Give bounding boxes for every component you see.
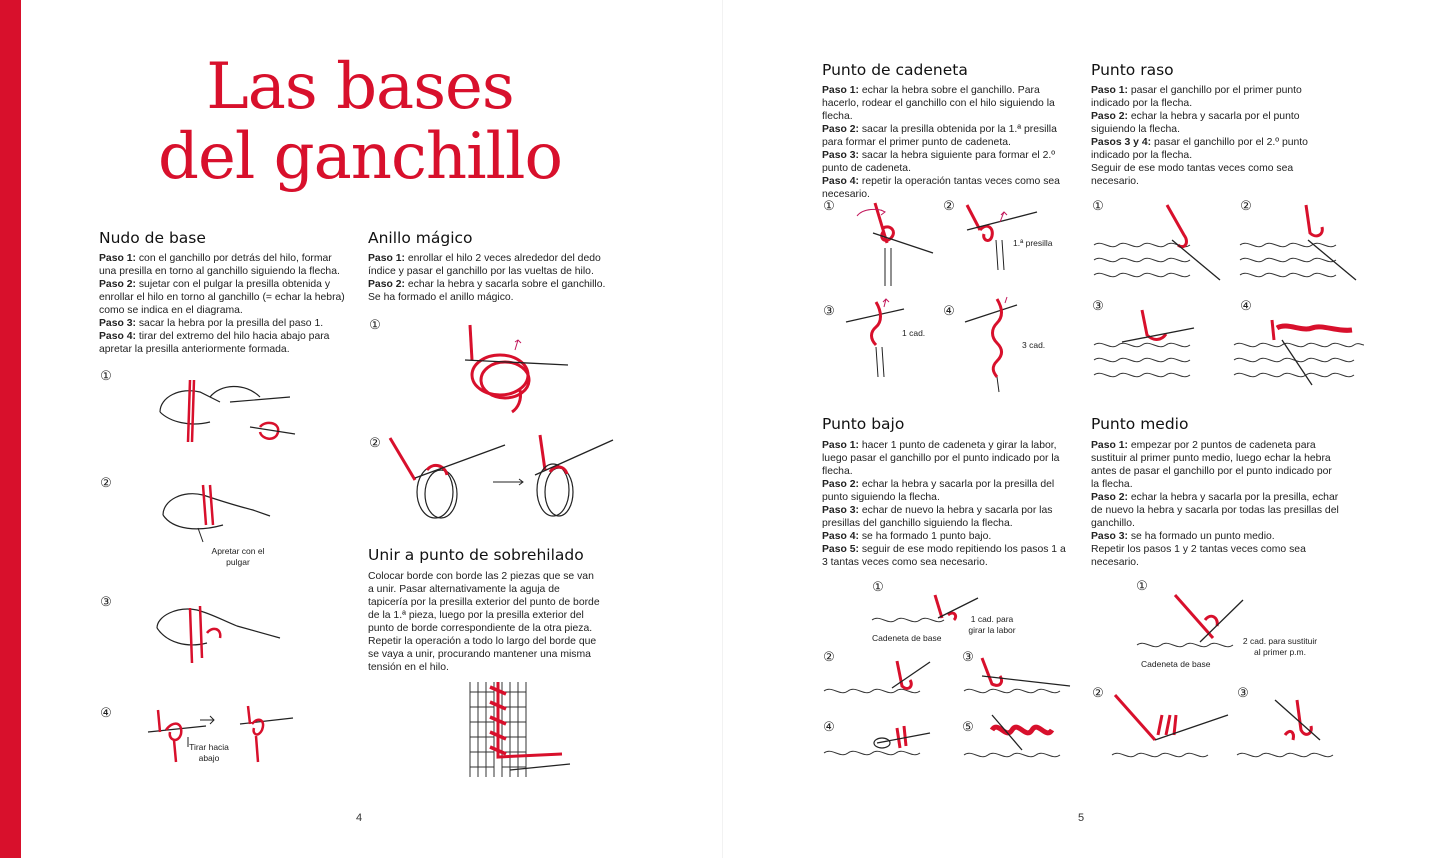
hdc-step2-illustration (1110, 690, 1230, 770)
hdc-step1-illustration (1135, 590, 1245, 660)
step (99, 278, 351, 317)
chain-step1-illustration (845, 198, 935, 286)
caption-squeeze: Apretar con el pulgar (211, 546, 265, 567)
step-marker-4: ④ (823, 719, 835, 734)
step-marker-3: ③ (100, 594, 112, 609)
step (1091, 162, 1311, 188)
section-text (1091, 84, 1311, 188)
caption-one-chain: 1 cad. (902, 328, 926, 338)
title-line-2: del ganchillo (158, 120, 562, 194)
title-line-1: Las bases (206, 50, 514, 124)
step-text: echar la hebra y sacarla por el punto siguiendo la flecha. (1091, 111, 1300, 135)
step-text: enrollar el hilo 2 veces alrededor del dedo índice y pasar el ganchillo por las vueltas de hilo. (368, 253, 601, 277)
section-heading: Punto medio (1091, 415, 1189, 433)
step-marker-1: ① (872, 579, 884, 594)
step-marker-1: ① (1136, 578, 1148, 593)
step-marker-1: ① (823, 198, 835, 213)
step-label: Paso 3: (1091, 531, 1128, 542)
step-marker-2: ② (943, 198, 955, 213)
section-text (822, 84, 1076, 201)
section-text (368, 252, 608, 304)
section-heading: Punto bajo (822, 415, 905, 433)
step-marker-1: ① (100, 368, 112, 383)
step-label: Paso 1: (99, 253, 136, 264)
slip-step3-illustration (1092, 300, 1197, 385)
section-heading: Punto de cadeneta (822, 61, 968, 79)
section-text (99, 252, 351, 356)
step-text: Se ha formado el anillo mágico. (368, 292, 514, 303)
step (99, 317, 351, 330)
step-text: se ha formado un punto medio. (1127, 531, 1275, 542)
step (1091, 543, 1341, 569)
whipstitch-illustration (462, 682, 572, 782)
sc-step2-illustration (822, 656, 932, 701)
step (368, 252, 608, 278)
step-marker-4: ④ (943, 303, 955, 318)
step-label: Paso 1: (822, 85, 859, 96)
hands-step3-illustration (152, 598, 282, 668)
step-marker-3: ③ (1237, 685, 1249, 700)
step (822, 504, 1066, 530)
step (1091, 110, 1311, 136)
step-text: sacar la hebra por la presilla del paso 1. (135, 318, 324, 329)
step-text: echar la hebra y sacarla sobre el ganchillo. (404, 279, 606, 290)
step-text: seguir de ese modo repitiendo los pasos 1 a 3 tantas veces como sea necesario. (822, 544, 1066, 568)
slip-step1-illustration (1092, 205, 1222, 285)
step-label: Paso 1: (368, 253, 405, 264)
step-marker-2: ② (1240, 198, 1252, 213)
chain-step2-illustration (962, 200, 1042, 270)
step-marker-1: ① (369, 317, 381, 332)
step-label: Paso 2: (822, 124, 859, 135)
step-label: Paso 1: (822, 440, 859, 451)
section-heading: Unir a punto de sobrehilado (368, 546, 584, 564)
step-label: Paso 2: (1091, 111, 1128, 122)
step-label: Paso 3: (99, 318, 136, 329)
caption-pull: Tirar hacia abajo (189, 742, 229, 763)
step (99, 252, 351, 278)
step-text: se ha formado 1 punto bajo. (858, 531, 992, 542)
sc-step5-illustration (962, 710, 1072, 765)
step-label: Paso 3: (822, 150, 859, 161)
step (1091, 136, 1311, 162)
red-edge-bar (0, 0, 21, 858)
step (368, 278, 608, 291)
step-marker-1: ① (1092, 198, 1104, 213)
step (822, 530, 1066, 543)
step-label: Paso 4: (822, 176, 859, 187)
step (822, 478, 1066, 504)
step-text: repetir la operación tantas veces como sea necesario. (822, 176, 1060, 200)
step-text: sujetar con el pulgar la presilla obtenida y enrollar el hilo en torno al ganchillo (= echar la hebra) como se indica en el diagrama. (99, 279, 345, 316)
caption-substitute: 2 cad. para sustituir al primer p.m. (1242, 636, 1318, 657)
step-text: pasar el ganchillo por el 2.º punto indicado por la flecha. (1091, 137, 1308, 161)
step (1091, 84, 1311, 110)
page-fold (722, 0, 723, 858)
step-marker-2: ② (823, 649, 835, 664)
step-marker-5: ⑤ (962, 719, 974, 734)
sc-step3-illustration (962, 656, 1072, 701)
step-marker-3: ③ (962, 649, 974, 664)
section-text (368, 570, 600, 674)
step-marker-2: ② (369, 435, 381, 450)
step-text: echar de nuevo la hebra y sacarla por las presillas del ganchillo siguiendo la flecha. (822, 505, 1053, 529)
section-heading: Anillo mágico (368, 229, 473, 247)
page-title (150, 52, 570, 192)
section-heading: Punto raso (1091, 61, 1174, 79)
step-label: Paso 4: (822, 531, 859, 542)
step-text: hacer 1 punto de cadeneta y girar la labor, luego pasar el ganchillo por el punto indicado por la flecha. (822, 440, 1060, 477)
step-text: sacar la presilla obtenida por la 1.ª presilla para formar el primer punto de cadeneta. (822, 124, 1057, 148)
chain-step4-illustration (965, 297, 1020, 392)
step-label: Paso 5: (822, 544, 859, 555)
step (822, 84, 1076, 123)
page-number-right: 5 (1078, 812, 1085, 824)
page-number-left: 4 (356, 812, 363, 824)
step-label: Paso 2: (99, 279, 136, 290)
step-label: Pasos 3 y 4: (1091, 137, 1152, 148)
step-label: Paso 1: (1091, 85, 1128, 96)
caption-turning-chain: 1 cad. para girar la labor (968, 614, 1016, 635)
step-marker-2: ② (100, 475, 112, 490)
slip-step2-illustration (1238, 205, 1368, 285)
step (1091, 439, 1341, 491)
step-label: Paso 4: (99, 331, 136, 342)
step-marker-3: ③ (823, 303, 835, 318)
step-label: Paso 2: (1091, 492, 1128, 503)
hands-step2-illustration (158, 480, 273, 540)
step-marker-3: ③ (1092, 298, 1104, 313)
sc-step4-illustration (822, 718, 932, 763)
magic-ring-step2-illustration (385, 430, 615, 525)
caption-three-chains: 3 cad. (1022, 340, 1046, 350)
hands-step1-illustration (150, 372, 295, 447)
step (1091, 530, 1341, 543)
caption-base-chain: Cadeneta de base (1141, 659, 1211, 669)
step-label: Paso 2: (368, 279, 405, 290)
magic-ring-step1-illustration (460, 320, 570, 415)
step (822, 543, 1066, 569)
step-text: echar la hebra y sacarla por la presilla del punto siguiendo la flecha. (822, 479, 1055, 503)
step (1091, 491, 1341, 530)
step (99, 330, 351, 356)
step (368, 291, 608, 304)
step-text: sacar la hebra siguiente para formar el 2.º punto de cadeneta. (822, 150, 1056, 174)
step-text: echar la hebra sobre el ganchillo. Para hacerlo, rodear el ganchillo con el hilo siguiendo la flecha. (822, 85, 1055, 122)
step-marker-4: ④ (1240, 298, 1252, 313)
step-text: pasar el ganchillo por el primer punto indicado por la flecha. (1091, 85, 1302, 109)
slip-step4-illustration (1232, 320, 1367, 385)
chain-step3-illustration (846, 297, 906, 382)
step-label: Paso 1: (1091, 440, 1128, 451)
step-text: con el ganchillo por detrás del hilo, formar una presilla en torno al ganchillo siguiendo la flecha. (99, 253, 340, 277)
step (822, 439, 1066, 478)
step (822, 123, 1076, 149)
step-marker-2: ② (1092, 685, 1104, 700)
step-text: echar la hebra y sacarla por la presilla, echar de nuevo la hebra y sacarla por todas las presillas del ganchillo. (1091, 492, 1339, 529)
step (822, 149, 1076, 175)
section-heading: Nudo de base (99, 229, 206, 247)
step-label: Paso 2: (822, 479, 859, 490)
step-label: Paso 3: (822, 505, 859, 516)
step-text: Repetir los pasos 1 y 2 tantas veces como sea necesario. (1091, 544, 1306, 568)
section-text (822, 439, 1066, 569)
hdc-step3-illustration (1235, 690, 1345, 770)
step-text: Seguir de ese modo tantas veces como sea necesario. (1091, 163, 1294, 187)
step-text: empezar por 2 puntos de cadeneta para sustituir al primer punto medio, luego echar la hebra antes de pasar el ganchillo por el punto indicado por la flecha. (1091, 440, 1332, 490)
step-text: tirar del extremo del hilo hacia abajo para apretar la presilla anteriormente formada. (99, 331, 330, 355)
caption-first-loop: 1.ª presilla (1013, 238, 1053, 248)
paragraph: Colocar borde con borde las 2 piezas que se van a unir. Pasar alternativamente la aguja de tapicería por la presilla exterior del punto de borde de la 1.ª pieza, luego por la presilla exterior del punto de borde correspondiente de la otra pieza. Repetir la operación a todo lo largo del borde que se vaya a unir, procurando mantener una misma tensión en el hilo. (368, 571, 600, 673)
caption-base-chain: Cadeneta de base (872, 633, 942, 643)
section-text (1091, 439, 1341, 569)
step-marker-4: ④ (100, 705, 112, 720)
